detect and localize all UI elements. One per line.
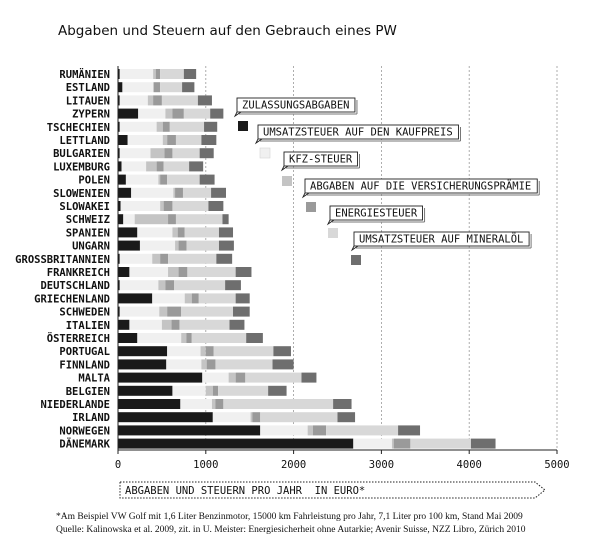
bar-segment	[118, 399, 180, 409]
bar-segment	[230, 320, 245, 330]
bar-segment	[122, 161, 147, 171]
bar-segment	[118, 227, 137, 237]
bar-segment	[225, 280, 241, 290]
bar-segment	[192, 293, 199, 303]
bar-segment	[223, 399, 333, 409]
bar-segment	[199, 293, 236, 303]
bar-segment	[179, 267, 188, 277]
bar-segment	[214, 346, 274, 356]
bar-segment	[202, 373, 228, 383]
bar-segment	[219, 227, 233, 237]
legend-swatch	[306, 202, 316, 212]
bar-segment	[236, 267, 252, 277]
bar-segment	[210, 109, 223, 119]
category-label: DEUTSCHLAND	[40, 280, 110, 293]
bar-segment	[219, 241, 234, 251]
legend-swatch	[260, 148, 270, 158]
bar-segment	[201, 135, 216, 145]
bar-segment	[118, 439, 353, 449]
x-tick-label: 5000	[544, 459, 570, 471]
bar-segment	[308, 425, 313, 435]
bar-segment	[398, 425, 420, 435]
legend-label: ABGABEN AUF DIE VERSICHERUNGSPRÄMIE	[310, 180, 532, 193]
legend	[235, 98, 539, 265]
legend-label: UMSATZSTEUER AUF MINERALÖL	[359, 233, 524, 246]
category-label: GRIECHENLAND	[34, 293, 110, 306]
bar-segment	[182, 82, 194, 92]
bar-segment	[168, 214, 176, 224]
bar-segment	[192, 333, 246, 343]
bar-segment	[126, 175, 158, 185]
bar-segment	[208, 201, 223, 211]
category-label: SCHWEIZ	[65, 214, 110, 227]
bar-segment	[160, 254, 168, 264]
category-label: DÄNEMARK	[59, 438, 110, 451]
bar-segment	[158, 175, 160, 185]
bar-segment	[246, 333, 263, 343]
x-tick-label: 0	[114, 459, 122, 471]
bar-segment	[181, 307, 233, 317]
bar-segment	[153, 69, 156, 79]
x-tick-label: 3000	[368, 459, 395, 471]
bar-segment	[118, 214, 123, 224]
bar-segment	[172, 109, 183, 119]
bar-segment	[172, 320, 180, 330]
legend-swatch	[238, 121, 248, 131]
bar-segment	[206, 346, 214, 356]
bar-segment	[166, 359, 201, 369]
bar-segment	[118, 241, 140, 251]
bar-segment	[118, 161, 122, 171]
bar-segment	[273, 346, 291, 356]
bar-segment	[137, 227, 172, 237]
legend-swatch	[282, 176, 292, 186]
category-label: TSCHECHIEN	[46, 121, 110, 134]
category-label: SLOWENIEN	[53, 187, 110, 200]
bar-segment	[200, 175, 215, 185]
category-label: FINNLAND	[59, 359, 110, 372]
bar-segment	[222, 214, 228, 224]
bar-segment	[172, 148, 199, 158]
category-label: IRLAND	[72, 412, 110, 425]
bar-segment	[173, 188, 175, 198]
category-label: NIEDERLANDE	[40, 399, 110, 411]
bar-segment	[179, 241, 187, 251]
bar-segment	[162, 320, 172, 330]
bar-segment	[120, 148, 151, 158]
bar-segment	[140, 241, 175, 251]
bar-segment	[118, 425, 260, 435]
bar-segment	[168, 267, 179, 277]
bar-segment	[118, 293, 152, 303]
bar-segment	[175, 241, 179, 251]
bar-segment	[213, 412, 251, 422]
bar-segment	[164, 201, 173, 211]
bar-segment	[394, 439, 411, 449]
bar-segment	[170, 122, 204, 132]
bar-segment	[162, 95, 198, 105]
bar-segment	[175, 188, 183, 198]
bar-segment	[179, 320, 229, 330]
category-label: SPANIEN	[65, 227, 110, 240]
bar-segment	[123, 214, 134, 224]
legend-label: ZULASSUNGSABGABEN	[242, 99, 350, 112]
bar-segment	[118, 109, 138, 119]
bar-segment	[189, 161, 203, 171]
bar-segment	[268, 386, 286, 396]
bar-segment	[120, 307, 160, 317]
legend-swatch	[351, 255, 361, 265]
bar-segment	[120, 69, 153, 79]
bar-segment	[302, 373, 317, 383]
category-label: NORWEGEN	[59, 425, 110, 438]
bar-segment	[215, 399, 223, 409]
bar-segment	[160, 201, 164, 211]
bar-segment	[213, 386, 218, 396]
bar-segment	[146, 161, 157, 171]
bar-segment	[135, 214, 168, 224]
bar-segment	[218, 386, 268, 396]
bar-segment	[471, 439, 496, 449]
bar-segment	[185, 293, 192, 303]
category-label: SCHWEDEN	[59, 306, 110, 319]
bar-segment	[201, 346, 206, 356]
bar-segment	[160, 175, 167, 185]
bar-segment	[206, 386, 213, 396]
bar-segment	[128, 135, 163, 145]
category-label: ESTLAND	[65, 82, 110, 95]
bar-segment	[118, 175, 126, 185]
bar-segment	[118, 412, 213, 422]
bar-segment	[138, 109, 165, 119]
category-labels	[15, 67, 111, 451]
bar-segment	[167, 135, 176, 145]
bar-segment	[120, 122, 157, 132]
bar-segment	[215, 359, 272, 369]
bar-segment	[172, 227, 177, 237]
bar-segment	[207, 359, 216, 369]
bar-segment	[129, 267, 168, 277]
bar-segment	[118, 267, 129, 277]
bar-segment	[180, 399, 212, 409]
bar-segment	[176, 214, 223, 224]
bar-segment	[353, 439, 392, 449]
bar-segment	[153, 82, 154, 92]
bar-segment	[120, 95, 148, 105]
bar-segment	[167, 346, 200, 356]
x-axis-label: ABGABEN UND STEUERN PRO JAHR IN EURO*	[125, 485, 366, 497]
bar-segment	[174, 280, 225, 290]
bar-segment	[229, 373, 236, 383]
bar-segment	[150, 148, 164, 158]
category-label: GROSSBRITANNIEN	[15, 253, 110, 266]
bar-segment	[187, 267, 235, 277]
bar-segment	[131, 188, 173, 198]
category-label: FRANKREICH	[46, 267, 110, 279]
category-label: PORTUGAL	[59, 346, 110, 359]
x-tick-label: 2000	[280, 459, 307, 471]
bar-segment	[236, 373, 246, 383]
category-label: UNGARN	[72, 240, 110, 253]
bar-segment	[273, 359, 294, 369]
category-label: BELGIEN	[65, 385, 110, 398]
bar-segment	[167, 175, 199, 185]
bar-segment	[201, 359, 206, 369]
bar-segment	[153, 95, 162, 105]
bar-segment	[313, 425, 326, 435]
bar-segment	[211, 188, 226, 198]
bar-segment	[129, 320, 161, 330]
bar-segment	[118, 135, 128, 145]
category-label: BULGARIEN	[53, 148, 110, 161]
bar-segment	[118, 386, 172, 396]
bar-segment	[118, 359, 166, 369]
bar-segment	[148, 95, 153, 105]
bar-segment	[152, 293, 184, 303]
footnote	[56, 511, 526, 537]
bar-segment	[157, 122, 163, 132]
bar-segment	[122, 82, 153, 92]
bar-segment	[200, 148, 214, 158]
bar-segment	[183, 188, 211, 198]
bar-segment	[168, 254, 216, 264]
bar-segment	[198, 95, 212, 105]
bar-segment	[157, 161, 164, 171]
bar-segment	[137, 333, 181, 343]
bar-segment	[181, 333, 186, 343]
bar-segment	[159, 307, 167, 317]
bar-segment	[204, 122, 217, 132]
bar-segment	[118, 333, 137, 343]
bar-segment	[260, 425, 307, 435]
bar-segment	[118, 346, 167, 356]
bar-segment	[160, 82, 182, 92]
footnote-line-1: *Am Beispiel VW Golf mit 1,6 Liter Benzinmotor, 15000 km Fahrleistung pro Jahr, 7,1 Liter pro 100 km, Stand Mai 2009	[56, 512, 523, 522]
bar-segment	[158, 280, 165, 290]
x-tick-label: 1000	[193, 459, 219, 471]
bar-segment	[152, 254, 160, 264]
bar-segment	[333, 399, 351, 409]
bar-segment	[172, 201, 208, 211]
bar-segment	[172, 386, 205, 396]
bar-segment	[410, 439, 471, 449]
bar-segment	[165, 109, 172, 119]
bar-segment	[252, 412, 260, 422]
x-axis-label-box	[120, 482, 545, 498]
legend-label: ENERGIESTEUER	[335, 207, 418, 220]
bar-segment	[233, 307, 250, 317]
legend-swatch	[328, 228, 338, 238]
bar-segment	[186, 333, 191, 343]
category-label: SLOWAKEI	[59, 201, 110, 213]
bar-segment	[120, 280, 159, 290]
bar-segment	[392, 439, 394, 449]
x-tick-label: 4000	[456, 459, 482, 471]
bar-segment	[260, 412, 337, 422]
legend-label: UMSATZSTEUER AUF DEN KAUFPREIS	[263, 126, 453, 139]
bar-segment	[245, 373, 301, 383]
category-label: MALTA	[78, 372, 110, 385]
bar-segment	[121, 201, 161, 211]
bar-segment	[160, 69, 184, 79]
bar-segment	[326, 425, 398, 435]
bar-segment	[165, 280, 174, 290]
bar-segment	[212, 399, 216, 409]
bar-segment	[216, 254, 232, 264]
category-label: ÖSTERREICH	[46, 333, 110, 345]
bar-segment	[184, 109, 210, 119]
bar-segment	[251, 412, 253, 422]
bar-segment	[118, 188, 131, 198]
bar-segment	[338, 412, 356, 422]
bar-segment	[164, 161, 189, 171]
bar-segment	[186, 241, 218, 251]
bar-segment	[118, 373, 202, 383]
category-label: ZYPERN	[72, 108, 110, 121]
category-label: ITALIEN	[65, 319, 110, 332]
category-label: LITAUEN	[65, 95, 110, 108]
category-label: POLEN	[78, 174, 110, 187]
category-label: RUMÄNIEN	[59, 69, 110, 81]
category-label: LETTLAND	[59, 135, 110, 147]
bar-segment	[185, 227, 219, 237]
legend-label: KFZ-STEUER	[289, 153, 353, 166]
bar-segment	[165, 148, 173, 158]
bar-segment	[176, 135, 201, 145]
bar-segment	[156, 69, 160, 79]
bar-segment	[163, 135, 167, 145]
bar-segment	[178, 227, 185, 237]
footnote-line-2: Quelle: Kalinowska et al. 2009, zit. in U. Meister: Energiesicherheit ohne Autarkie; Avenir Suisse, NZZ Libro, Zürich 2010	[56, 525, 526, 535]
bar-segment	[120, 254, 152, 264]
bar-segment	[154, 82, 160, 92]
bar-segment	[236, 293, 250, 303]
category-label: LUXEMBURG	[53, 161, 110, 174]
bar-segment	[163, 122, 170, 132]
bar-segment	[184, 69, 196, 79]
bar-segment	[167, 307, 181, 317]
bar-segment	[118, 320, 129, 330]
chart-title: Abgaben und Steuern auf den Gebrauch eines PW	[58, 23, 397, 39]
bar-segment	[118, 82, 122, 92]
